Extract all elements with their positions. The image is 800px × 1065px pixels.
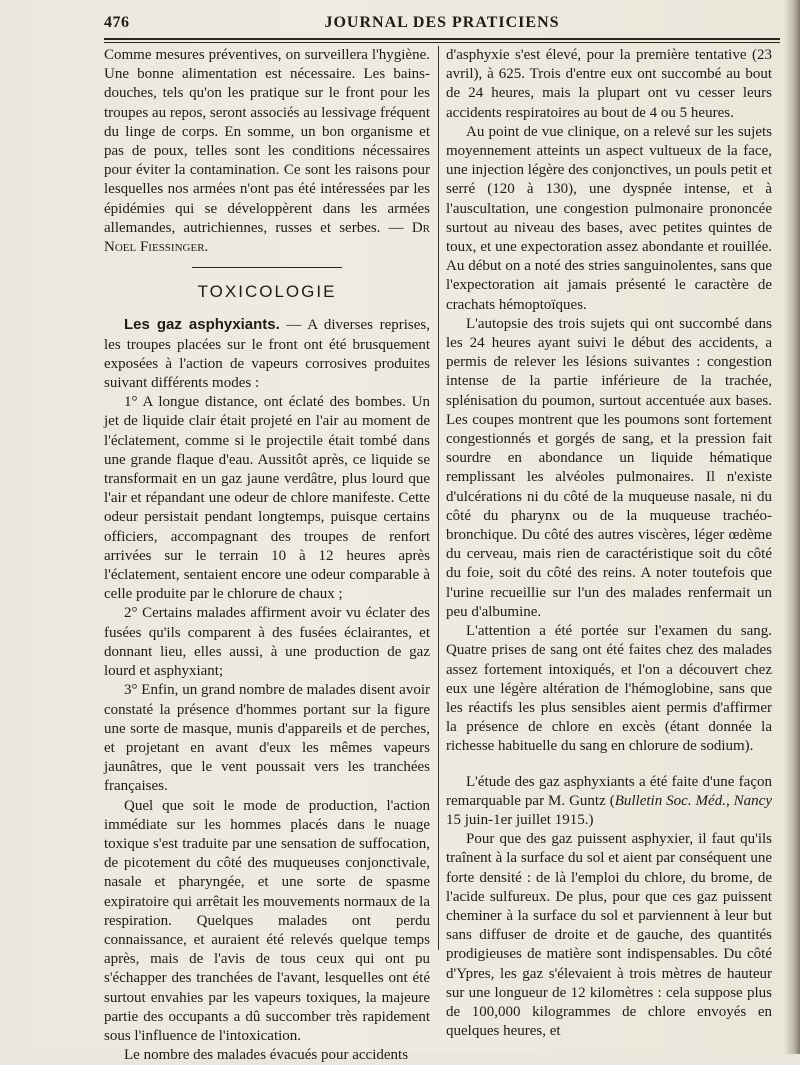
effects-paragraph: Quel que soit le mode de production, l'action immédiate sur les hommes placés dans le nuage toxique s'est traduite par une sensation de suffocation, de picotement du côté des muqueuses conjonctivale, nasale et pharyngée, et une sorte de spasme expiratoire qui arrêtait les mouvements normaux de la respiration. Quelques malades ont perdu connaissance, et auraient été relevés quelque temps après, mais de l'avis de tous ceux qui ont pu s'échapper des tranchées de l'avant, lesquelles ont été surtout envahies par les vapeurs toxiques, la majeure partie des occupants a dû succomber très rapidement sous l'influence de l'intoxication.	[104, 797, 430, 1044]
guntz-text-start: L'étude des gaz asphyxiants a été faite d'une façon remarquable par M. Guntz (	[446, 773, 772, 809]
guntz-paragraph	[446, 773, 772, 831]
autopsy-paragraph: L'autopsie des trois sujets qui ont succombé dans les 24 heures ayant suivi le début des accidents, a permis de relever les lésions suivantes : congestion intense de la partie inférieure de la trachée, splénisation du poumon, surtout accentuée aux bases. Les coupes montrent que les poumons sont fortement congestionnés et gorgés de sang, et la pression fait sourdre en abondance un liquide hématique remplissant les alvéoles pulmonaires. Il n'existe d'ulcérations ni du côté de la muqueuse nasale, ni du côté du pharynx ou de la muqueuse trachéo-bronchique. Du côté des autres viscères, léger œdème du cerveau, mais rien de caractéristique soit du côté du foie, soit du côté des reins. A noter toutefois que l'urine recueillie sur l'un des malades renfermait un peu d'albumine.	[446, 315, 772, 620]
running-title: JOURNAL DES PRATICIENS	[324, 14, 560, 31]
hygiene-paragraph	[104, 46, 430, 257]
clinical-paragraph: Au point de vue clinique, on a relevé sur les sujets moyennement atteints un aspect vultueux de la face, une injection légère des conjonctives, un pouls petit et serré (120 à 130), une dyspnée intense, et à l'auscultation, une congestion pulmonaire prononcée surtout au niveau des bases, avec petites quintes de toux, et une expectoration assez abondante et rouillée. Au début on a noté des stries sanguinolentes, sans que l'expectoration ait jamais présenté le caractère de crachats hémoptoïques.	[446, 123, 772, 313]
column-divider	[438, 46, 439, 950]
blood-exam-paragraph: L'attention a été portée sur l'examen du sang. Quatre prises de sang ont été faites chez des malades assez fortement intoxiqués, et l'on a découvert chez eux une légère altération de l'hémoglobine, sans que les réactifs les plus sensibles aient permis d'affirmer la présence de chlore en excès (étant donnée la richesse habituelle du sang en chlorure de sodium).	[446, 623, 772, 755]
paragraph-gap	[446, 757, 772, 773]
left-column	[104, 46, 430, 1065]
guntz-text-end: 15 juin-1er juillet 1915.)	[446, 811, 594, 828]
right-column	[446, 46, 772, 1041]
page-header	[104, 14, 780, 38]
article-intro-text: — A diverses reprises, les troupes placées sur le front ont été brusquement exposées à l'action de vapeurs corrosives produites suivant différents modes :	[104, 317, 430, 392]
gas-density-paragraph: Pour que des gaz puissent asphyxier, il faut qu'ils traînent à la surface du sol et aient par conséquent une forte densité : de là l'emploi du chlore, du brome, de l'acide sulfureux. De plus, pour que ces gaz puissent cheminer à la surface du sol et parviennent à leur but sans diffuser de droite et de gauche, des quantités prodigieuses de matière sont indispensables. Du côté d'Ypres, les gaz s'élevaient à trois mètres de hauteur sur une longueur de 12 kilomètres : cela suppose plus de 100,000 kilogrammes de chlore envoyés en quelques heures, et	[446, 831, 772, 1040]
evacuated-continued-paragraph: d'asphyxie s'est élevé, pour la première tentative (23 avril), à 625. Trois d'entre eux ont succombé au bout de 24 heures, mais la plupart ont vu cesser leurs accidents respiratoires au bout de 4 ou 5 heures.	[446, 47, 772, 121]
mode-2-paragraph: 2° Certains malades affirment avoir vu éclater des fusées qu'ils comparent à des fusées éclairantes, et donnant lieu, elles aussi, à une production de gaz lourd et asphyxiant;	[104, 605, 430, 680]
section-title: TOXICOLOGIE	[197, 282, 337, 302]
hygiene-text: Comme mesures préventives, on surveillera l'hygiène. Une bonne alimentation est nécessaire. Les bains-douches, tels qu'on les pratique sur le front pour les troupes au repos, seront associés au lessivage fréquent du linge de corps. En somme, un bon organisme et pas de poux, telles sont les conditions nécessaires pour éviter la contamination. Ce sont les raisons pour lesquelles nos armées n'ont pas été intéressées par les épidémies qui se développèrent dans les armées allemandes, autrichiennes, russes et serbes. —	[104, 47, 430, 236]
article-heading: Les gaz asphyxiants.	[124, 316, 280, 334]
guntz-citation: Bulletin Soc. Méd., Nancy	[614, 792, 772, 809]
author-signature: Dr Noel Fiessinger.	[104, 219, 431, 256]
mode-1-paragraph: 1° A longue distance, ont éclaté des bombes. Un jet de liquide clair était projeté en l'air au moment de l'éclatement, comme si le projectile était tombé dans une grande flaque d'eau. Aussitôt après, ce liquide se transformait en un gaz jaune verdâtre, plus lourd que l'air et répandant une odeur de chlore manifeste. Cette odeur persistait pendant longtemps, puisque certains officiers, accompagnant des troupes de renfort arrivées sur le terrain 10 à 12 heures après l'éclatement, sentaient encore une odeur comparable à celle produite par le chlorure de chaux ;	[104, 394, 430, 603]
page-edge-shadow	[784, 0, 800, 1054]
mode-3-paragraph: 3° Enfin, un grand nombre de malades disent avoir constaté la présence d'hommes portant sur la figure une sorte de masque, munis d'appareils et de perches, et projetant en avant d'eux les mêmes vapeurs jaunâtres, que le vent poussait vers les tranchées françaises.	[104, 682, 430, 795]
header-rule	[104, 38, 780, 40]
header-rule-thin	[104, 42, 780, 43]
page-number: 476	[104, 14, 130, 31]
evacuated-paragraph: Le nombre des malades évacués pour accidents	[124, 1047, 409, 1064]
article-intro-paragraph	[104, 315, 430, 393]
section-separator	[192, 267, 342, 268]
